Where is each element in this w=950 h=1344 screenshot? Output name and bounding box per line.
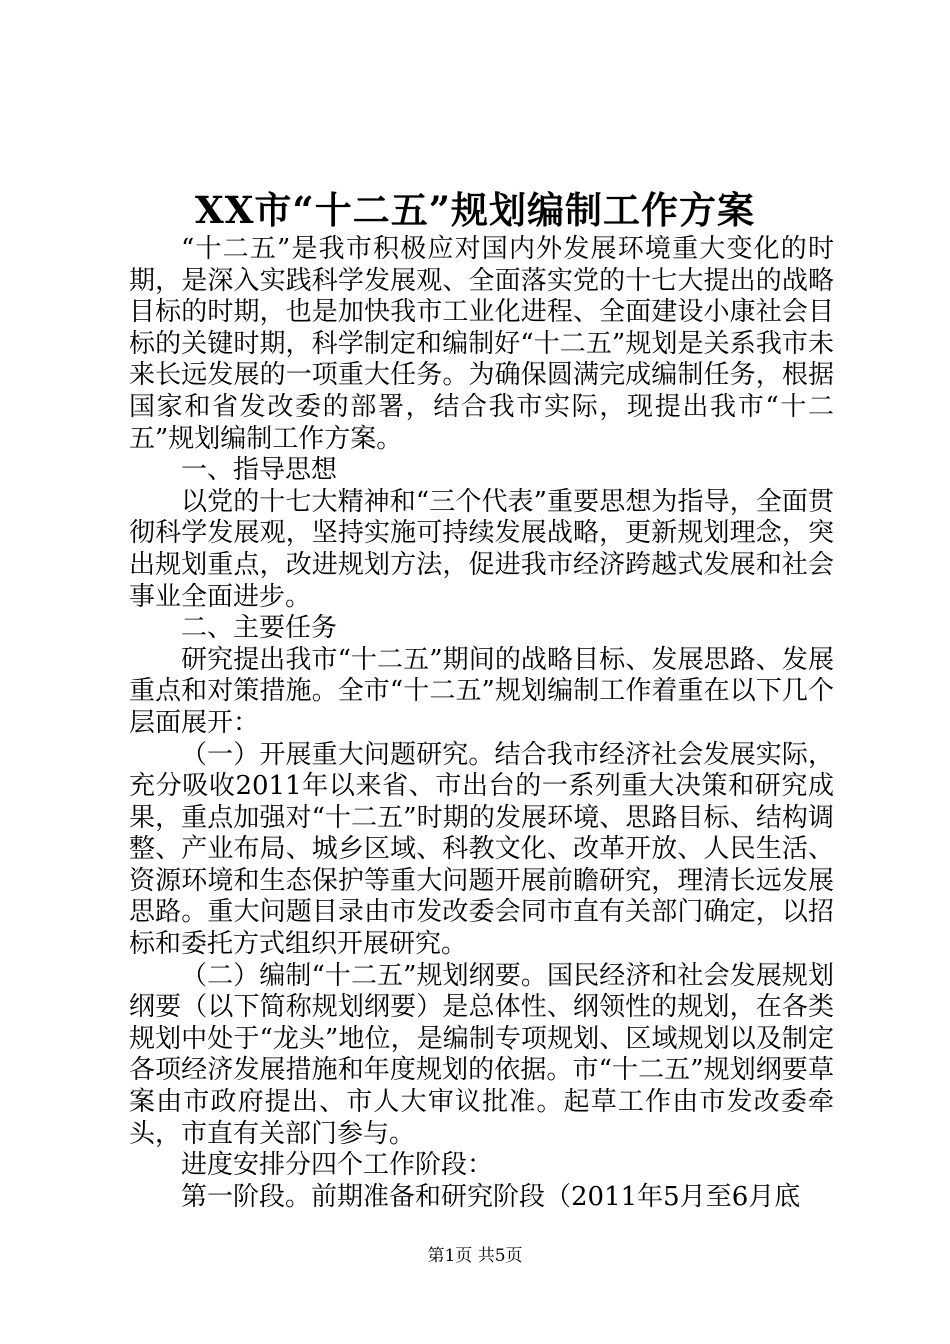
paragraph-task-1: （一）开展重大问题研究。结合我市经济社会发展实际，充分吸收2011年以来省、市出台的一系列重大决策和研究成果，重点加强对“十二五”时期的发展环境、思路目标、结构调整、产业布局、城乡区域、科教文化、改革开放、人民生活、资源环境和生态保护等重大问题开展前瞻研究，理清长远发展思路。重大问题目录由市发改委会同市直有关部门确定，以招标和委托方式组织开展研究。 [129,739,834,960]
section-heading-main-tasks: 二、主要任务 [181,613,338,644]
document-body [129,234,834,1213]
paragraph-task-2: （二）编制“十二五”规划纲要。国民经济和社会发展规划纲要（以下简称规划纲要）是总体性、纲领性的规划，在各类规划中处于“龙头”地位，是编制专项规划、区域规划以及制定各项经济发展措施和年度规划的依据。市“十二五”规划纲要草案由市政府提出、市人大审议批准。起草工作由市发改委牵头，市直有关部门参与。 [129,960,834,1149]
document-title: XX市“十二五”规划编制工作方案 [195,188,755,232]
paragraph-main-tasks: 研究提出我市“十二五”期间的战略目标、发展思路、发展重点和对策措施。全市“十二五”规划编制工作着重在以下几个层面展开： [129,644,834,738]
section-heading-guiding-ideology: 一、指导思想 [181,455,338,486]
paragraph-intro: “十二五”是我市积极应对国内外发展环境重大变化的时期，是深入实践科学发展观、全面落实党的十七大提出的战略目标的时期，也是加快我市工业化进程、全面建设小康社会目标的关键时期，科学制定和编制好“十二五”规划是关系我市未来长远发展的一项重大任务。为确保圆满完成编制任务，根据国家和省发改委的部署，结合我市实际，现提出我市“十二五”规划编制工作方案。 [129,234,834,454]
paragraph-guiding-ideology: 以党的十七大精神和“三个代表”重要思想为指导，全面贯彻科学发展观，坚持实施可持续发展战略，更新规划理念，突出规划重点，改进规划方法，促进我市经济跨越式发展和社会事业全面进步。 [129,486,834,612]
section-heading-schedule: 进度安排分四个工作阶段： [181,1150,494,1181]
page-number-footer: 第1页 共5页 [427,1246,523,1266]
paragraph-phase-1: 第一阶段。前期准备和研究阶段（2011年5月至6月底 [181,1181,801,1212]
